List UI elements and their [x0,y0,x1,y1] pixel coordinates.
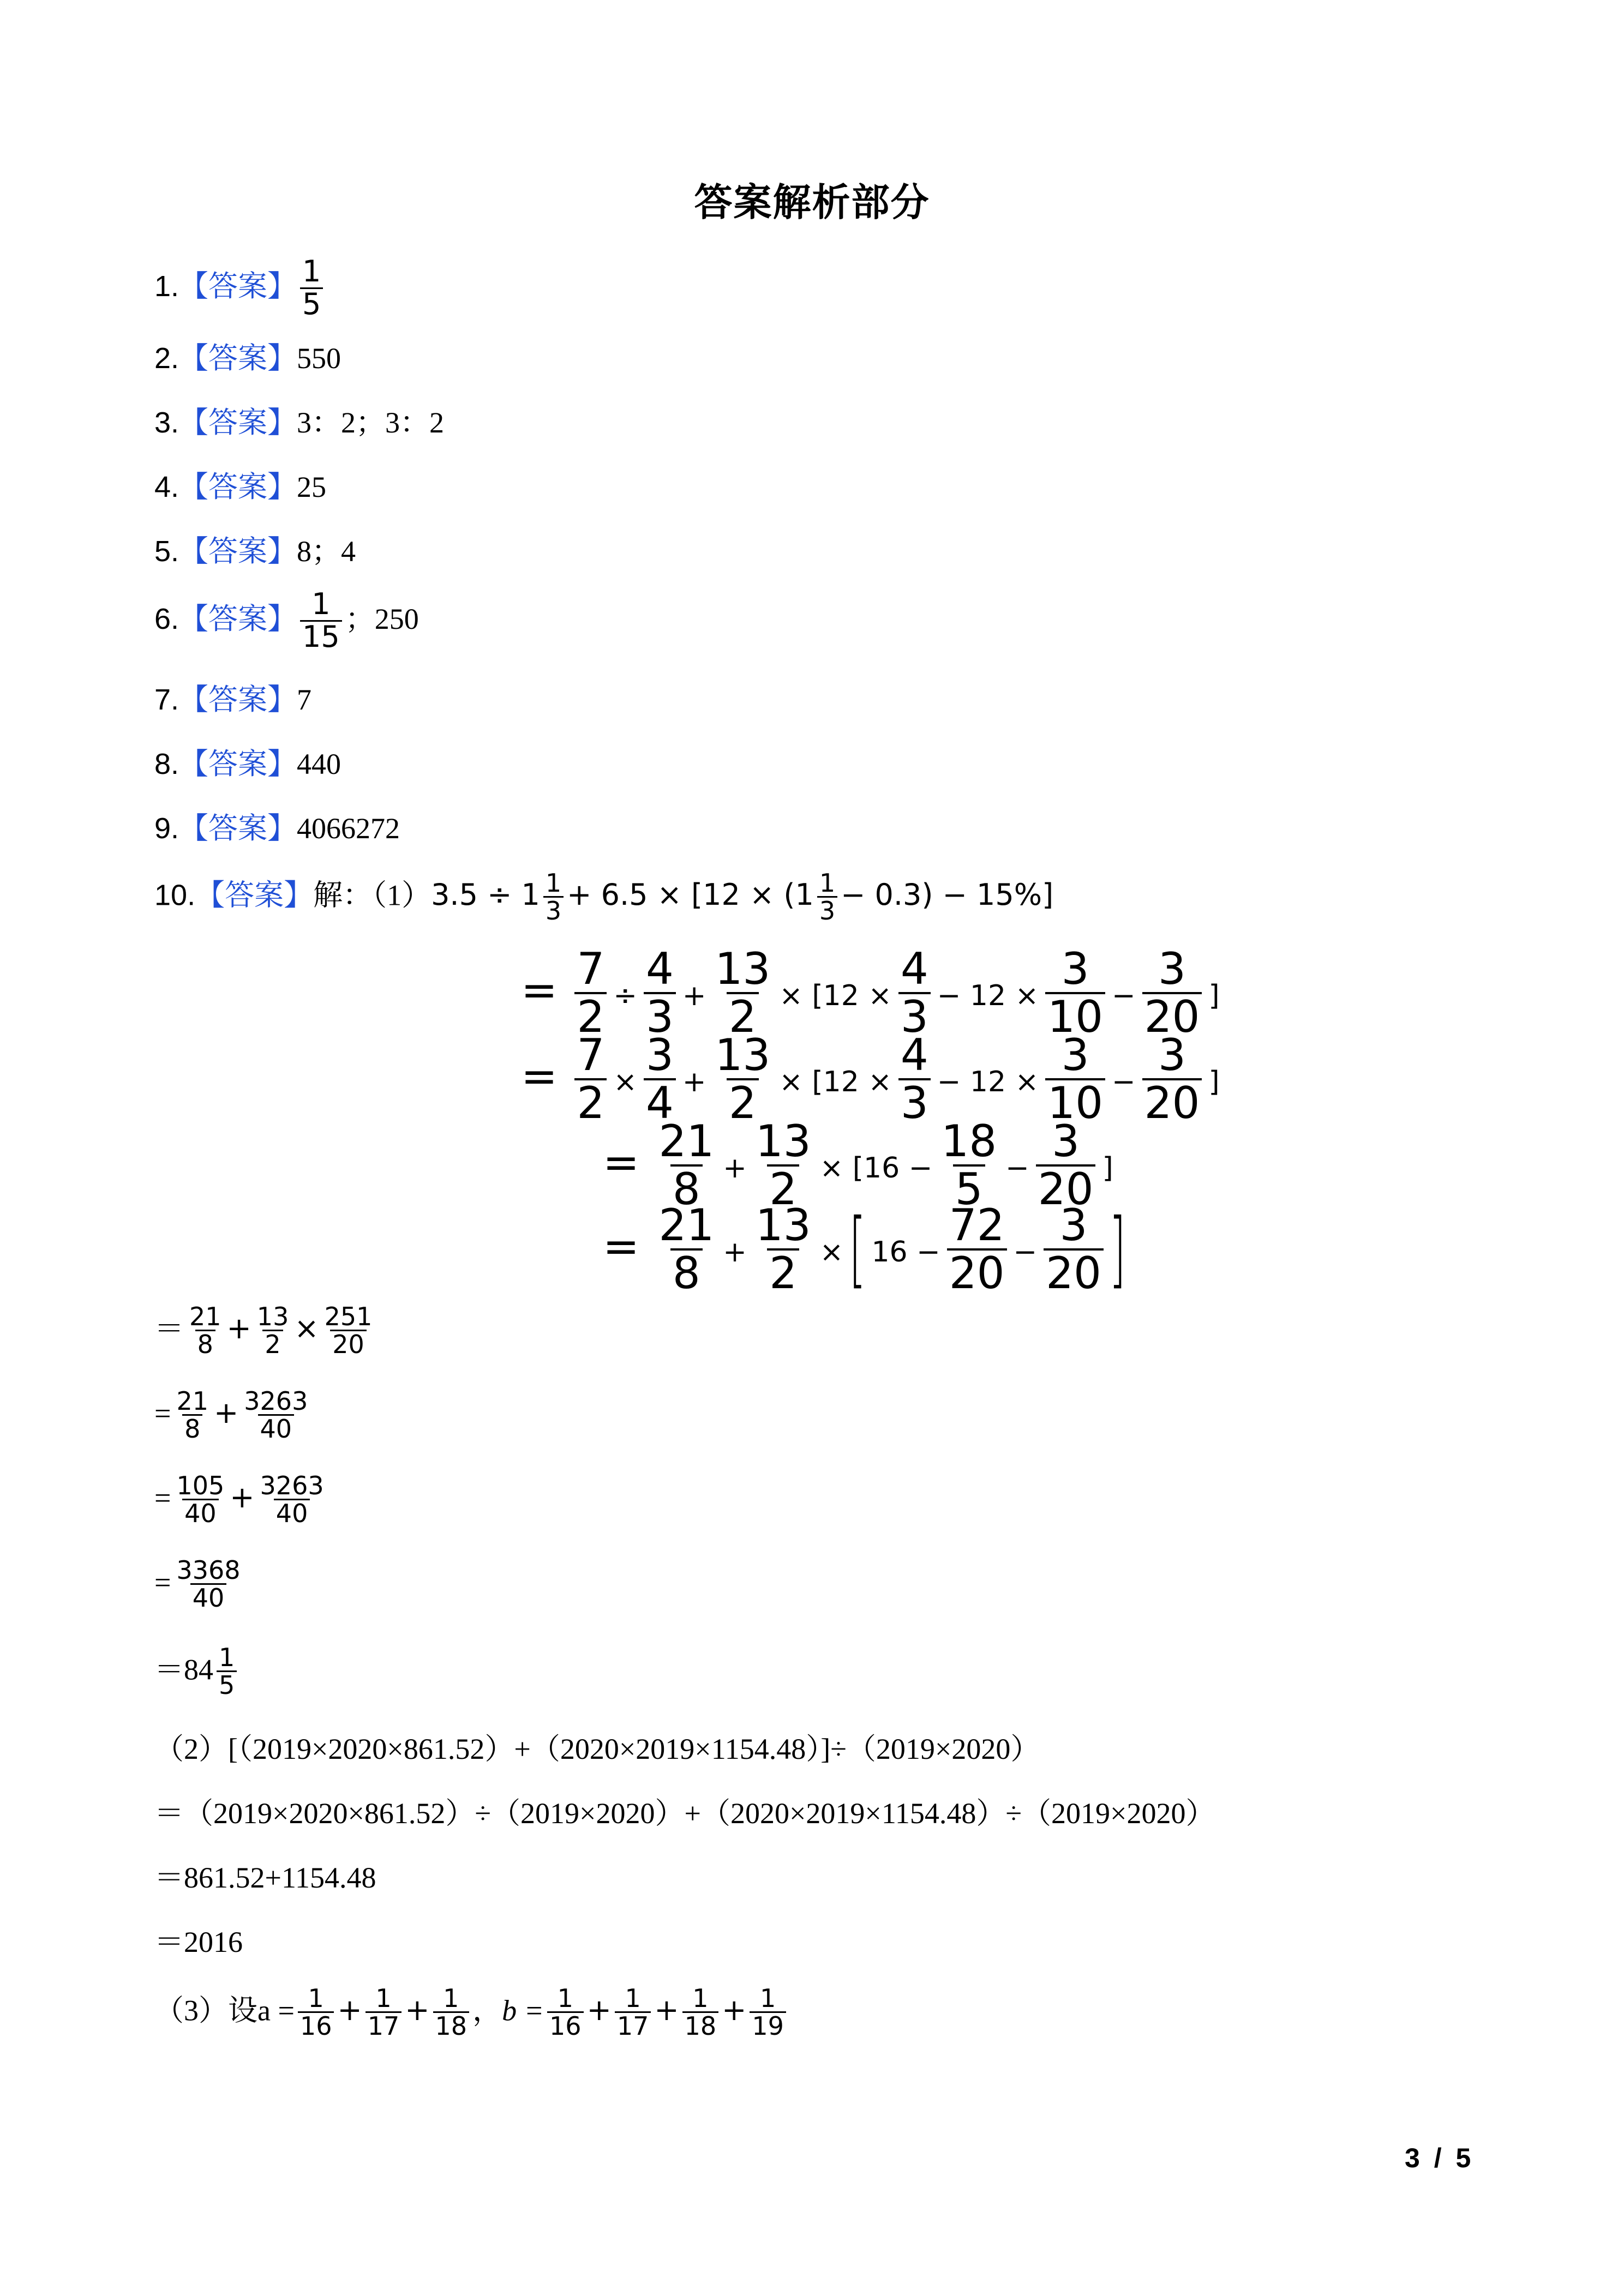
numerator: 13 [755,1116,811,1167]
numerator: 3368 [176,1555,241,1585]
fraction [1142,943,1202,1042]
numerator: 3263 [260,1471,324,1500]
numerator: 1 [625,1984,641,2013]
numerator: 1 [760,1984,776,2013]
operator: + [723,1151,747,1185]
answer-tag: 【答案】 [195,879,314,912]
right-bracket: ] [1108,1200,1126,1297]
numerator: 1 [692,1984,709,2013]
answer-tag: 【答案】 [179,812,297,845]
operator: ] [1208,979,1220,1012]
numerator: 3 [1061,943,1089,994]
denominator: 2 [727,1078,759,1126]
denominator: 40 [190,1583,227,1611]
operator: + [654,1993,679,2028]
numerator: 3263 [244,1386,308,1416]
numerator: 1 [819,868,836,898]
answer-value: 8；4 [297,535,356,568]
step-1 [154,1303,377,1358]
fraction [817,870,837,924]
answer-4 [154,472,326,502]
answer-tag: 【答案】 [179,406,297,439]
part3-prefix: （3）设a = [154,1994,295,2027]
equals-sign: ＝ [154,1312,184,1345]
answer-number: 6. [154,602,179,635]
denominator: 40 [258,1414,295,1442]
answer-9 [154,814,400,843]
left-bracket: [ [849,1200,866,1297]
answer-number: 7. [154,683,179,716]
fraction [298,1985,334,2040]
numerator: 7 [577,1030,605,1080]
fraction [1045,1032,1105,1126]
step-2 [154,1388,313,1442]
fraction [644,1032,676,1126]
numerator: 3 [1158,943,1186,994]
denominator: 8 [670,1248,703,1296]
operator: ÷ [613,979,637,1012]
display-step-1 [521,943,1223,1042]
denominator: 18 [433,2011,470,2039]
fraction [258,1472,326,1527]
fraction [174,1388,211,1442]
numerator: 21 [658,1200,715,1251]
answer-8 [154,749,341,779]
operator: × [16 − [819,1151,933,1185]
numerator: 3 [1052,1116,1080,1167]
solution-label: 解：（1） [313,879,432,912]
numerator: 18 [941,1116,997,1167]
answer-tag: 【答案】 [179,471,297,503]
part2-line-2: ＝（2019×2020×861.52）÷（2019×2020）+（2020×2019×1154.48）÷（2019×2020） [154,1797,1215,1830]
operator: + [682,979,706,1012]
operator: × [613,1065,637,1098]
operator: − [1111,1065,1136,1098]
denominator: 16 [547,2011,584,2039]
equals-sign: = [154,1481,171,1514]
numerator: 21 [176,1386,209,1416]
denominator: 3 [817,896,837,924]
fraction [174,1472,226,1527]
answer-tag: 【答案】 [179,748,297,780]
page-number: 3 / 5 [1405,2143,1475,2173]
operator: − [1005,1151,1029,1185]
fraction [615,1985,651,2040]
numerator: 13 [256,1302,289,1331]
equals-sign: = [603,1137,640,1188]
answer-2 [154,344,341,373]
answer-number: 10. [154,879,196,912]
numerator: 4 [645,943,674,994]
fraction [1045,943,1105,1042]
denominator: 40 [182,1499,219,1526]
operator: + [337,1993,362,2028]
answer-value: 440 [297,748,341,780]
fraction [753,1200,813,1299]
part2-line-3: ＝861.52+1154.48 [154,1861,376,1894]
denominator: 3 [898,992,931,1040]
answer-number: 4. [154,471,179,503]
step-4 [154,1557,246,1612]
numerator: 13 [715,1030,771,1080]
fraction [322,1303,375,1358]
answer-6 [154,589,419,652]
equals-sign: = [521,1050,558,1102]
denominator: 5 [217,1670,237,1698]
answer-number: 8. [154,748,179,780]
denominator: 20 [330,1330,367,1357]
numerator: 13 [715,943,771,994]
answer-tag: 【答案】 [179,269,297,303]
answer-value: ；250 [345,602,419,635]
part2-line-4: ＝2016 [154,1926,243,1958]
operator: 16 − [871,1235,940,1269]
b-label: b = [502,1994,544,2027]
separator: ， [472,1994,502,2027]
numerator: 3 [645,1030,674,1080]
denominator: 2 [262,1330,283,1357]
denominator: 8 [182,1414,202,1442]
denominator: 10 [1045,992,1105,1040]
operator: + [586,1993,612,2028]
answer-tag: 【答案】 [179,342,297,375]
fraction [300,256,323,320]
operator: ] [1208,1065,1220,1098]
denominator: 20 [1142,992,1202,1040]
operator: × [12 × [779,1065,892,1098]
denominator: 17 [365,2011,402,2039]
equals-sign: ＝84 [154,1653,213,1686]
fraction [217,1644,237,1699]
part3-line [154,1985,789,2040]
fraction [947,1200,1007,1299]
fraction [543,870,564,924]
denominator: 20 [1142,1078,1202,1126]
operator: + [230,1480,255,1515]
denominator: 20 [947,1248,1007,1296]
numerator: 251 [324,1302,373,1331]
answer-number: 9. [154,812,179,845]
fraction [174,1557,242,1612]
fraction [433,1985,470,2040]
equals-sign: = [154,1397,171,1430]
display-step-4 [603,1200,1128,1299]
equals-sign: = [521,964,558,1015]
denominator: 10 [1045,1078,1105,1126]
denominator: 19 [750,2011,786,2039]
fraction [255,1303,291,1358]
fraction [365,1985,402,2040]
answer-number: 5. [154,535,179,568]
numerator: 1 [311,587,331,621]
answer-number: 1. [154,269,179,303]
answer-5 [154,537,356,566]
denominator: 2 [767,1164,799,1212]
fraction [898,943,931,1042]
answer-7 [154,685,311,714]
operator: + [722,1993,747,2028]
fraction [1044,1200,1104,1299]
step-3 [154,1472,329,1527]
answer-10-heading [154,870,1053,924]
denominator: 2 [574,992,607,1040]
answer-1 [154,256,326,320]
denominator: 8 [195,1330,215,1357]
denominator: 8 [670,1164,703,1212]
operator: + [682,1065,706,1098]
numerator: 1 [375,1984,392,2013]
denominator: 3 [644,992,676,1040]
fraction [187,1303,224,1358]
fraction [753,1116,813,1215]
numerator: 1 [219,1643,235,1672]
fraction [242,1388,310,1442]
fraction [300,589,342,652]
operator: − [1111,979,1136,1012]
numerator: 7 [577,943,605,994]
operator: + [723,1235,747,1269]
answer-value: 3：2；3：2 [297,406,445,439]
answer-value: 25 [297,471,327,503]
denominator: 3 [898,1078,931,1126]
numerator: 1 [308,1984,324,2013]
denominator: 3 [543,896,564,924]
fraction [574,943,607,1042]
fraction [1036,1116,1096,1215]
numerator: 1 [545,868,562,898]
fraction [898,1032,931,1126]
part2-line-1: （2）[（2019×2020×861.52）+（2020×2019×1154.48）]÷（2019×2020） [154,1733,1040,1765]
original-expression [431,868,1054,926]
denominator: 20 [1036,1164,1096,1212]
fraction [1142,1032,1202,1126]
operator: × [12 × [779,979,892,1012]
denominator: 5 [953,1164,985,1212]
numerator: 13 [755,1200,811,1251]
operator: × [819,1235,844,1269]
denominator: 2 [574,1078,607,1126]
fraction [712,943,772,1042]
page-title: 答案解析部分 [694,180,930,225]
answer-3 [154,408,444,437]
fraction [547,1985,584,2040]
denominator: 5 [300,287,323,320]
denominator: 18 [682,2011,719,2039]
fraction [574,1032,607,1126]
operator: × [294,1311,319,1346]
numerator: 105 [176,1471,225,1500]
answer-tag: 【答案】 [179,602,297,635]
operator: − 12 × [937,1065,1039,1098]
fraction [682,1985,719,2040]
numerator: 4 [900,943,928,994]
expr-part: + 6.5 × [12 × (1 [567,877,814,912]
numerator: 3 [1059,1200,1088,1251]
equals-sign: = [154,1566,171,1599]
answer-value: 4066272 [297,812,400,845]
fraction [644,943,676,1042]
operator: − [1013,1235,1038,1269]
denominator: 2 [727,992,759,1040]
numerator: 72 [949,1200,1005,1251]
denominator: 4 [644,1078,676,1126]
fraction [712,1032,772,1126]
answer-number: 2. [154,342,179,375]
display-step-3 [603,1116,1117,1215]
fraction [656,1200,716,1299]
denominator: 15 [300,620,342,653]
fraction [939,1116,999,1215]
operator: + [214,1396,239,1431]
operator: + [405,1993,430,2028]
numerator: 1 [443,1984,459,2013]
denominator: 17 [615,2011,651,2039]
numerator: 1 [557,1984,573,2013]
operator: − 12 × [937,979,1039,1012]
numerator: 21 [189,1302,221,1331]
denominator: 20 [1044,1248,1104,1296]
denominator: 16 [298,2011,334,2039]
denominator: 40 [274,1499,310,1526]
equals-sign: = [603,1221,640,1272]
step-5 [154,1644,240,1699]
answer-number: 3. [154,406,179,439]
fraction [656,1116,716,1215]
fraction [750,1985,786,2040]
expr-part: − 0.3) − 15%] [841,877,1054,912]
numerator: 3 [1158,1030,1186,1080]
operator: ] [1102,1151,1113,1185]
answer-value: 7 [297,683,312,716]
numerator: 21 [658,1116,715,1167]
answer-tag: 【答案】 [179,683,297,716]
expr-part: 3.5 ÷ 1 [431,877,540,912]
numerator: 1 [302,254,321,288]
answer-tag: 【答案】 [179,535,297,568]
numerator: 3 [1061,1030,1089,1080]
answer-value: 550 [297,342,341,375]
denominator: 2 [767,1248,799,1296]
numerator: 4 [900,1030,928,1080]
display-step-2 [521,1032,1223,1126]
operator: + [226,1311,251,1346]
